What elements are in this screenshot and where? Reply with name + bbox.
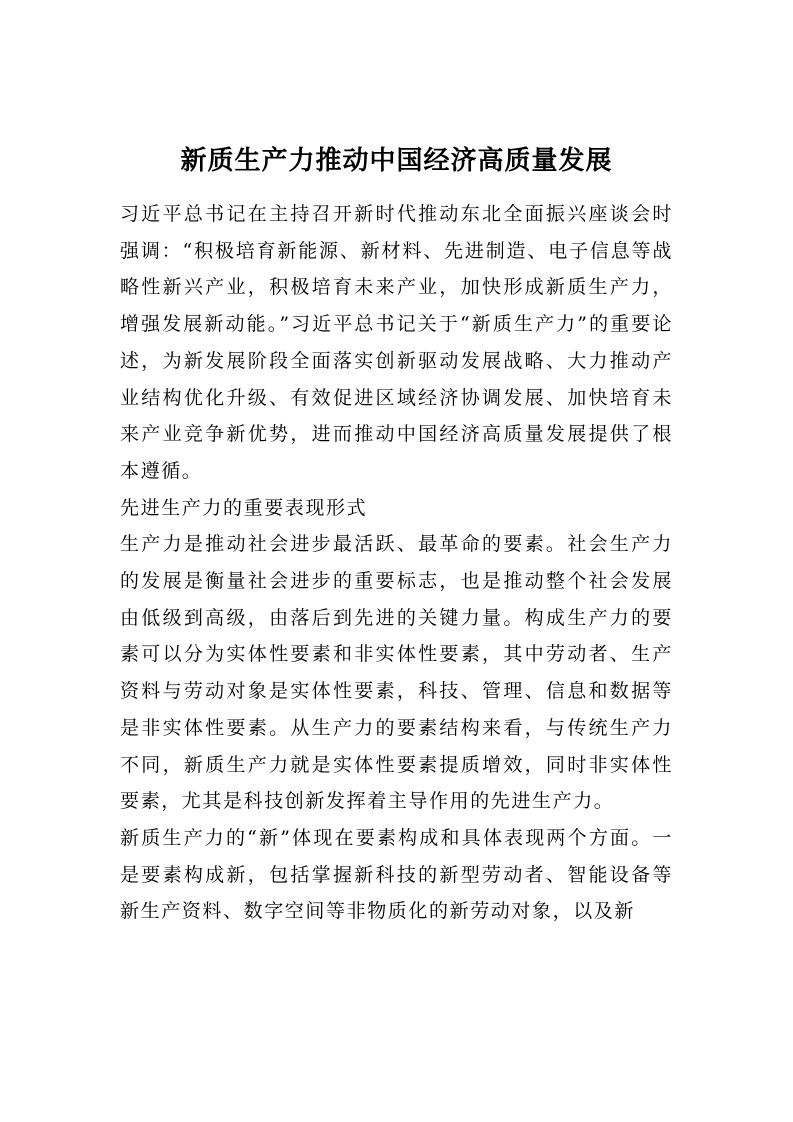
section-heading: 先进生产力的重要表现形式 <box>120 496 368 519</box>
paragraph-intro: 习近平总书记在主持召开新时代推动东北全面振兴座谈会时强调：“积极培育新能源、新材料、先进制造、电子信息等战略性新兴产业，积极培育未来产业，加快形成新质生产力，增强发展新动能。”习近平总书记关于“新质生产力”的重要论述，为新发展阶段全面落实创新驱动发展战略、大力推动产业结构优化升级、有效促进区域经济协调发展、加快培育未来产业竞争新优势，进而推动中国经济高质量发展提供了根本遵循。 <box>120 203 673 482</box>
document-body <box>120 196 673 930</box>
document-title: 新质生产力推动中国经济高质量发展 <box>180 146 613 177</box>
paragraph-new-quality: 新质生产力的“新”体现在要素构成和具体表现两个方面。一是要素构成新，包括掌握新科技的新型劳动者、智能设备等新生产资料、数字空间等非物质化的新劳动对象，以及新 <box>120 826 673 923</box>
paragraph-productivity: 生产力是推动社会进步最活跃、最革命的要素。社会生产力的发展是衡量社会进步的重要标志，也是推动整个社会发展由低级到高级，由落后到先进的关键力量。构成生产力的要素可以分为实体性要素和非实体性要素，其中劳动者、生产资料与劳动对象是实体性要素，科技、管理、信息和数据等是非实体性要素。从生产力的要素结构来看，与传统生产力不同，新质生产力就是实体性要素提质增效，同时非实体性要素，尤其是科技创新发挥着主导作用的先进生产力。 <box>120 533 673 813</box>
